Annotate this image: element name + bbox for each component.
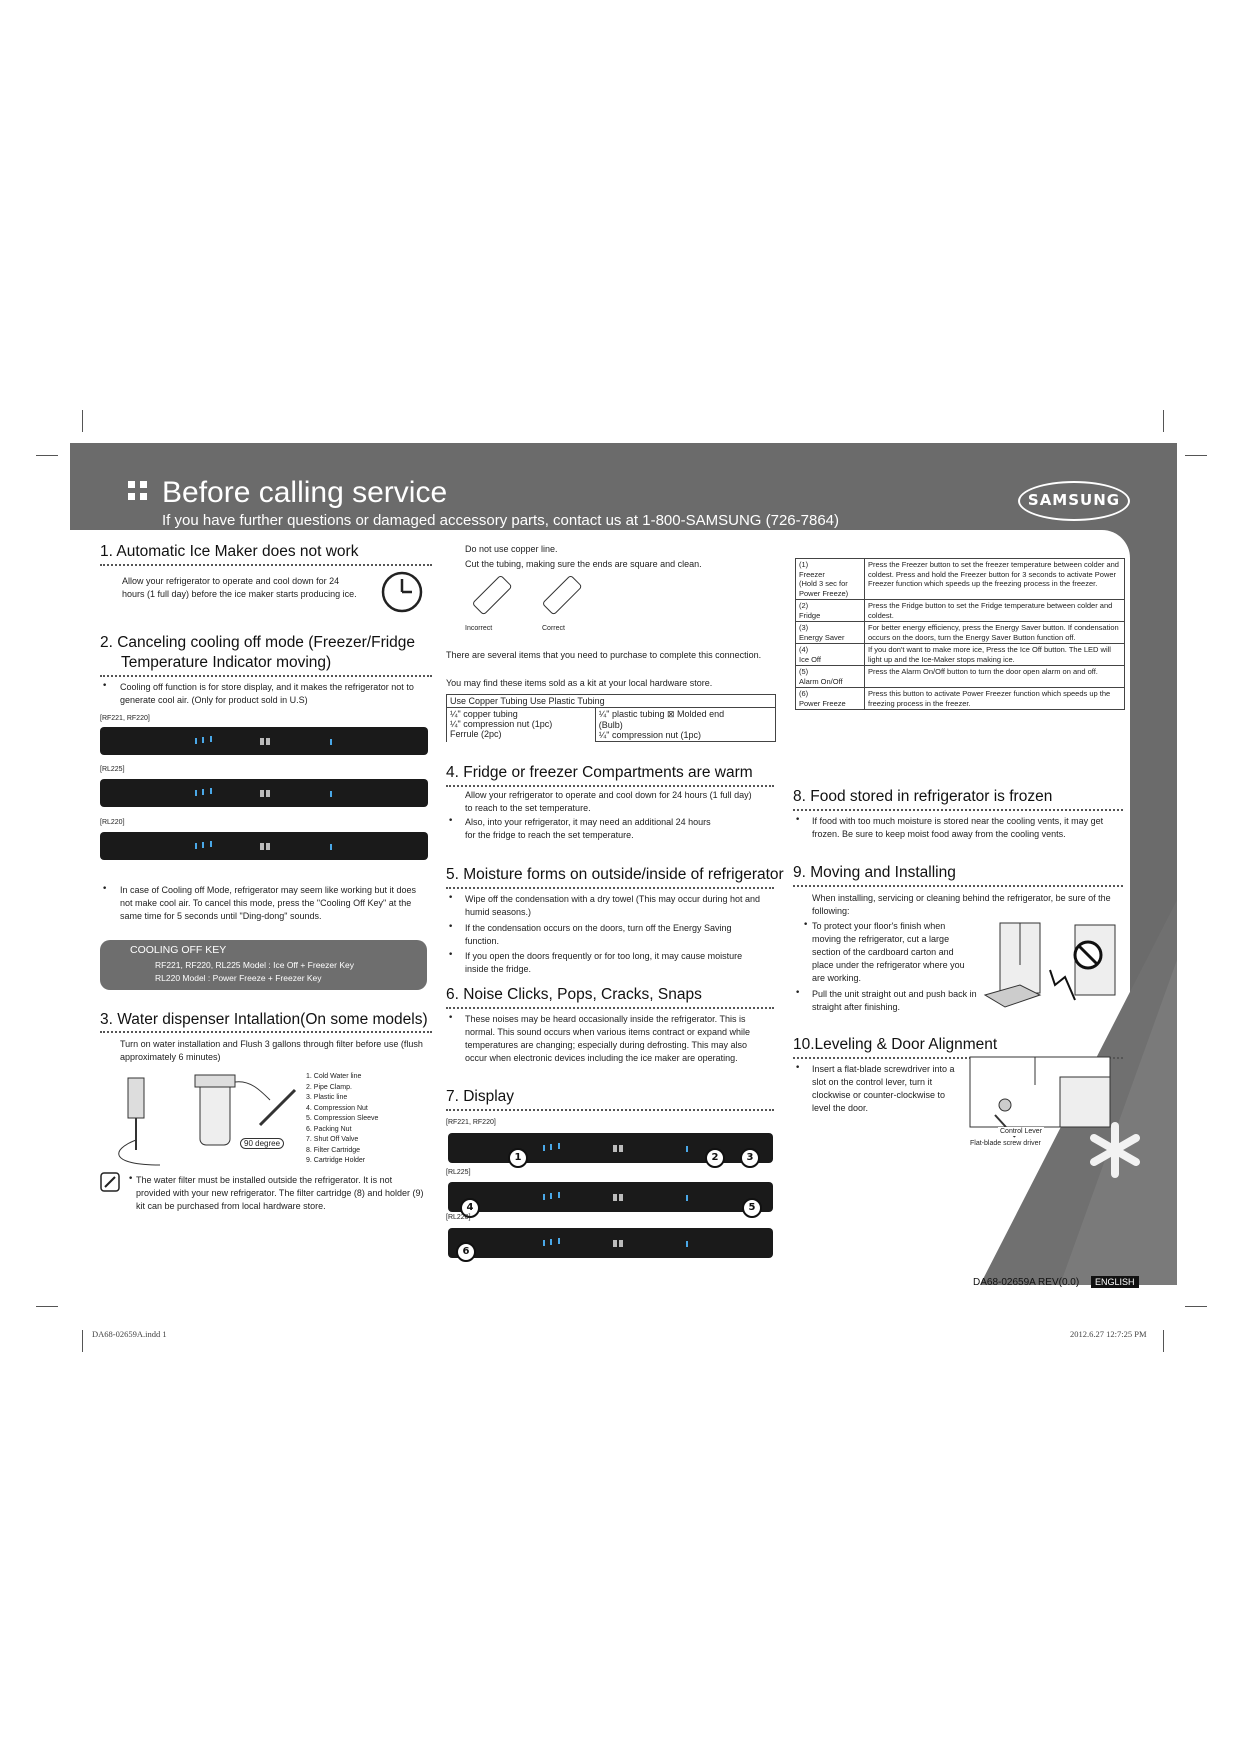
- section-5-bullet-2: If the condensation occurs on the doors, turn off the Energy Saving function.: [465, 923, 732, 946]
- section-2-bullet-2: In case of Cooling off Mode, refrigerator may seem like working but it does not make cool air. To cancel this mode, press the "Cooling Off Key" at the same time for 5 seconds until "Ding-dong" sounds.: [120, 885, 416, 921]
- part-item: 6. Packing Nut: [306, 1125, 352, 1133]
- section-7-heading: 7. Display: [446, 1088, 515, 1105]
- bullet: •: [102, 681, 108, 691]
- part-item: 2. Pipe Clamp.: [306, 1083, 352, 1091]
- correct-label: Correct: [542, 625, 565, 632]
- note-icon: [100, 1172, 120, 1192]
- control-panel-image: [100, 779, 428, 807]
- divider: [446, 1007, 774, 1009]
- table-cell: ¼" copper tubing ¼" compression nut (1pc) Ferrule (2pc): [447, 708, 596, 742]
- cooling-off-key-title: COOLING OFF KEY: [130, 944, 227, 956]
- section-10-heading: 10.Leveling & Door Alignment: [793, 1036, 998, 1053]
- section-2-heading-line2: Temperature Indicator moving): [121, 654, 332, 671]
- crop-mark: [82, 410, 83, 432]
- bullet: •: [448, 950, 454, 960]
- crop-mark: [82, 1330, 83, 1352]
- section-9-bullet-2: Pull the unit straight out and push back in straight after finishing.: [812, 989, 977, 1012]
- document-code: DA68-02659A REV(0.0): [973, 1277, 1080, 1288]
- section-5-heading: 5. Moisture forms on outside/inside of refrigerator: [446, 866, 784, 883]
- clock-icon: [380, 570, 424, 614]
- divider: [100, 675, 432, 677]
- bullet: •: [448, 1013, 454, 1023]
- callout-1: 1: [508, 1148, 528, 1168]
- water-filter-diagram: [100, 1070, 300, 1170]
- part-item: 4. Compression Nut: [306, 1104, 368, 1112]
- section-2-heading-line1: 2. Canceling cooling off mode (Freezer/Fridge: [100, 634, 416, 651]
- angle-label: 90 degree: [240, 1138, 284, 1149]
- table-row: (2) Fridge Press the Fridge button to set the Fridge temperature between colder and coldest.: [796, 600, 1125, 622]
- tubing-paragraph-2: You may find these items sold as a kit at your local hardware store.: [446, 678, 713, 688]
- divider: [793, 809, 1123, 811]
- tubing-table-header: Use Copper Tubing Use Plastic Tubing: [447, 695, 776, 708]
- refrigerator-moving-diagram: [980, 915, 1130, 1015]
- cooling-off-key-box: [100, 940, 427, 990]
- table-row: (5) Alarm On/Off Press the Alarm On/Off button to turn the door open alarm on and off.: [796, 666, 1125, 688]
- section-3-note: The water filter must be installed outside the refrigerator. It is not provided with your new refrigerator. The filter cartridge (8) and holder (9) kit can be purchased from local hardware store.: [136, 1175, 424, 1211]
- crop-mark: [36, 455, 58, 456]
- bullet: •: [128, 1174, 134, 1184]
- section-8-heading: 8. Food stored in refrigerator is frozen: [793, 788, 1053, 805]
- model-label: [RF221, RF220]: [100, 715, 150, 722]
- callout-4: 4: [460, 1198, 480, 1218]
- display-panel-image: [448, 1228, 773, 1258]
- divider: [793, 885, 1123, 887]
- section-9-heading: 9. Moving and Installing: [793, 864, 956, 881]
- divider: [446, 1109, 774, 1111]
- tubing-line-2: Cut the tubing, making sure the ends are square and clean.: [465, 559, 702, 569]
- part-item: 1. Cold Water line: [306, 1073, 362, 1080]
- crop-mark: [1185, 455, 1207, 456]
- tubing-paragraph-1: There are several items that you need to purchase to complete this connection.: [446, 650, 762, 660]
- crop-mark: [1163, 1330, 1164, 1352]
- section-4-bullet-2: Also, into your refrigerator, it may need an additional 24 hours for the fridge to reach the set temperature.: [465, 817, 711, 840]
- table-row: (4) Ice Off If you don't want to make more ice, Press the Ice Off button. The LED will light up and the Ice-Maker stops making ice.: [796, 644, 1125, 666]
- screwdriver-label: Flat-blade screw driver: [970, 1140, 1041, 1147]
- divider: [446, 785, 774, 787]
- section-6-bullet-1: These noises may be heard occasionally inside the refrigerator. This is normal. This sound occurs when various items contract or expand while temperatures are changing; especially during defrosting. This may also occur when electronic devices including the ice maker are operating.: [465, 1014, 750, 1063]
- tubing-line-1: Do not use copper line.: [465, 544, 558, 554]
- tubing-table: [446, 694, 776, 742]
- section-6-heading: 6. Noise Clicks, Pops, Cracks, Snaps: [446, 986, 702, 1003]
- section-3-heading: 3. Water dispenser Intallation(On some models): [100, 1011, 428, 1028]
- table-row: (3) Energy Saver For better energy efficiency, press the Energy Saver button. If condensation occurs on the doors, turn the Energy Saver Button function off.: [796, 622, 1125, 644]
- section-1-text: Allow your refrigerator to operate and cool down for 24 hours (1 full day) before the ice maker starts producing ice.: [122, 576, 357, 599]
- tubing-cut-diagram: [465, 575, 615, 625]
- section-4-bullet-1: Allow your refrigerator to operate and cool down for 24 hours (1 full day) to reach to the set temperature.: [465, 790, 752, 813]
- section-5-bullet-1: Wipe off the condensation with a dry towel (This may occur during hot and humid seasons.): [465, 894, 760, 917]
- page-subtitle: If you have further questions or damaged accessory parts, contact us at 1-800-SAMSUNG (726-7864): [162, 512, 840, 529]
- table-row: (6) Power Freeze Press this button to activate Power Freezer function which speeds up the freezing process in the freezer.: [796, 688, 1125, 710]
- crop-mark: [36, 1306, 58, 1307]
- bullet: •: [795, 988, 801, 998]
- bullet: •: [803, 920, 809, 930]
- asterisk-decoration: [1085, 1120, 1145, 1180]
- bullet: •: [795, 1063, 801, 1073]
- divider: [446, 887, 774, 889]
- samsung-logo: [1018, 481, 1130, 521]
- part-item: 9. Cartridge Holder: [306, 1157, 366, 1164]
- part-item: 5. Compression Sleeve: [306, 1115, 379, 1122]
- bullet: •: [102, 884, 108, 894]
- bullet: •: [448, 893, 454, 903]
- section-3-text: Turn on water installation and Flush 3 gallons through filter before use (flush approximately 6 minutes): [120, 1039, 423, 1062]
- language-badge: ENGLISH: [1091, 1276, 1139, 1288]
- part-item: 8. Filter Cartridge: [306, 1146, 361, 1154]
- model-label: [RF221, RF220]: [446, 1119, 496, 1126]
- section-2-bullet-1: Cooling off function is for store display, and it makes the refrigerator not to generate cool air. (Only for product sold in U.S): [120, 682, 414, 705]
- print-date: 2012.6.27 12:7:25 PM: [1070, 1329, 1147, 1339]
- control-panel-image: [100, 727, 428, 755]
- file-name: DA68-02659A.indd 1: [92, 1329, 167, 1339]
- callout-3: 3: [740, 1148, 760, 1168]
- model-label: [RL225]: [446, 1169, 471, 1176]
- divider: [100, 564, 432, 566]
- cooling-off-key-line-1: RF221, RF220, RL225 Model : Ice Off + Freezer Key: [155, 960, 354, 970]
- brand-text: SAMSUNG: [1027, 491, 1121, 509]
- model-label: [RL225]: [100, 766, 125, 773]
- part-item: 3. Plastic line: [306, 1094, 348, 1101]
- bullet: •: [448, 922, 454, 932]
- crop-mark: [1185, 1306, 1207, 1307]
- callout-6: 6: [456, 1242, 476, 1262]
- section-8-bullet-1: If food with too much moisture is stored near the cooling vents, it may get frozen. Be sure to keep moist food away from the cooling vents.: [812, 816, 1104, 839]
- section-9-intro: When installing, servicing or cleaning behind the refrigerator, be sure of the following:: [812, 893, 1111, 916]
- control-panel-image: [100, 832, 428, 860]
- callout-2: 2: [705, 1148, 725, 1168]
- incorrect-label: Incorrect: [465, 625, 493, 632]
- table-cell: ¼" plastic tubing ⊠ Molded end (Bulb) ¼" compression nut (1pc): [595, 708, 775, 742]
- part-item: 7. Shut Off Valve: [306, 1136, 359, 1143]
- bullet: •: [795, 815, 801, 825]
- section-4-heading: 4. Fridge or freezer Compartments are warm: [446, 764, 753, 781]
- control-lever-label: Control Lever: [1000, 1128, 1043, 1135]
- model-label: [RL220]: [446, 1214, 471, 1221]
- section-1-heading: 1. Automatic Ice Maker does not work: [100, 543, 359, 560]
- cooling-off-key-line-2: RL220 Model : Power Freeze + Freezer Key: [155, 973, 322, 983]
- parts-list: [306, 1072, 378, 1165]
- callout-5: 5: [742, 1198, 762, 1218]
- page-title: Before calling service: [162, 476, 448, 509]
- section-9-bullet-1: To protect your floor's finish when moving the refrigerator, cut a large section of the cardboard carton and place under the refrigerator where you are working.: [812, 921, 965, 983]
- divider: [100, 1031, 432, 1033]
- section-10-bullet-1: Insert a flat-blade screwdriver into a slot on the control lever, turn it clockwise or counter-clockwise to level the door.: [812, 1064, 955, 1113]
- crop-mark: [1163, 410, 1164, 432]
- button-table: [795, 558, 1125, 710]
- display-panel-image: [448, 1182, 773, 1212]
- bullet: •: [448, 816, 454, 826]
- section-5-bullet-3: If you open the doors frequently or for too long, it may cause moisture inside the fridge.: [465, 951, 743, 974]
- model-label: [RL220]: [100, 819, 125, 826]
- table-row: (1) Freezer (Hold 3 sec for Power Freeze) Press the Freezer button to set the freezer temperature between colder and coldest. Press and hold the Freezer button for 3 seconds to activate Power Freezer function which speeds up the freezing process in the freezer.: [796, 559, 1125, 600]
